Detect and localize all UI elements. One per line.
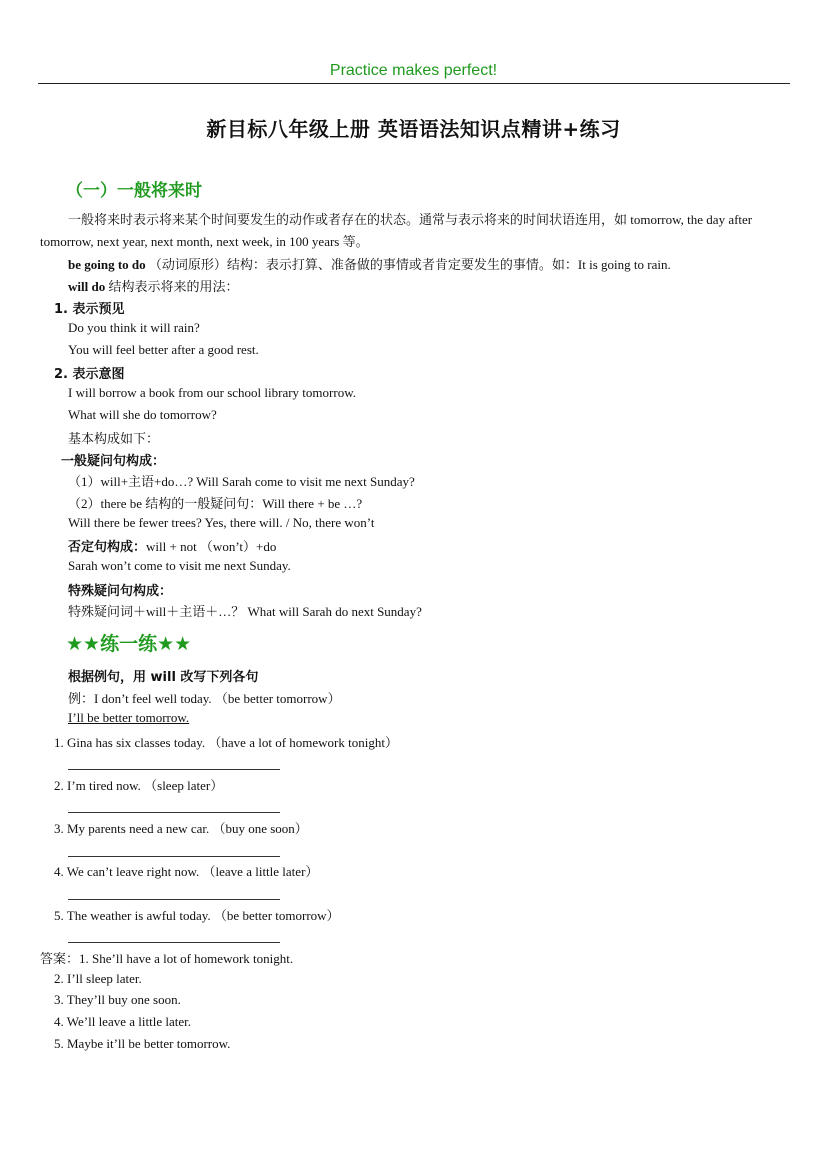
page-header-motto: Practice makes perfect! bbox=[329, 62, 498, 79]
be-going-to-term: be going to do bbox=[68, 257, 146, 272]
answer-blank-1[interactable] bbox=[68, 769, 280, 770]
question-rule-2: （2）there be 结构的一般疑问句：Will there + be …? bbox=[68, 496, 363, 511]
question-formation-label: 一般疑问句构成： bbox=[61, 454, 166, 469]
negative-rule: will + not （won’t）+do bbox=[146, 539, 277, 554]
will-do-line bbox=[68, 276, 238, 295]
practice-instruction: 根据例句，用 will 改写下列各句 bbox=[68, 670, 259, 685]
section-heading-future-tense: （一）一般将来时 bbox=[66, 181, 202, 201]
answer-blank-5[interactable] bbox=[68, 942, 280, 943]
practice-example-answer: I’ll be better tomorrow. bbox=[68, 710, 190, 725]
answer-item-5: 5. Maybe it’ll be better tomorrow. bbox=[54, 1036, 231, 1051]
usage-1-example-1: Do you think it will rain? bbox=[68, 320, 200, 335]
negative-example: Sarah won’t come to visit me next Sunday. bbox=[68, 558, 291, 573]
be-going-to-line bbox=[68, 254, 671, 273]
will-do-desc: 结构表示将来的用法： bbox=[108, 279, 239, 294]
practice-example-prompt: 例：I don’t feel well today. （be better tomorrow） bbox=[68, 691, 341, 706]
exercise-item-4: 4. We can’t leave right now. （leave a little later） bbox=[54, 864, 319, 879]
usage-2-example-1: I will borrow a book from our school library tomorrow. bbox=[68, 385, 356, 400]
exercise-item-5: 5. The weather is awful today. （be better tomorrow） bbox=[54, 908, 340, 923]
exercise-item-2: 2. I’m tired now. （sleep later） bbox=[54, 778, 224, 793]
document-title: 新目标八年级上册 英语语法知识点精讲+练习 bbox=[206, 117, 621, 141]
intro-paragraph: 一般将来时表示将来某个时间要发生的动作或者存在的状态。通常与表示将来的时间状语连用，如 tomorrow, the day after tomorrow, next year, next month, next week, in 100 years 等。 bbox=[40, 212, 753, 249]
answer-line-1 bbox=[40, 948, 293, 967]
special-question-rule: 特殊疑问词＋will＋主语＋…？ What will Sarah do next Sunday? bbox=[68, 604, 422, 619]
negative-line bbox=[68, 536, 276, 555]
answer-item-1: 1. She’ll have a lot of homework tonight. bbox=[79, 951, 294, 966]
answer-item-3: 3. They’ll buy one soon. bbox=[54, 992, 181, 1007]
will-do-term: will do bbox=[68, 279, 106, 294]
question-example: Will there be fewer trees? Yes, there will. / No, there won’t bbox=[68, 515, 375, 530]
usage-2-example-2: What will she do tomorrow? bbox=[68, 407, 217, 422]
answers-label: 答案： bbox=[40, 951, 80, 966]
header-divider bbox=[38, 83, 790, 84]
practice-heading: ★★练一练★★ bbox=[66, 633, 192, 655]
usage-1-example-2: You will feel better after a good rest. bbox=[68, 342, 259, 357]
answer-blank-2[interactable] bbox=[68, 812, 280, 813]
exercise-item-1: 1. Gina has six classes today. （have a lot of homework tonight） bbox=[54, 735, 398, 750]
answer-blank-4[interactable] bbox=[68, 899, 280, 900]
answer-blank-3[interactable] bbox=[68, 856, 280, 857]
basic-structure-label: 基本构成如下： bbox=[68, 431, 160, 446]
answer-item-2: 2. I’ll sleep later. bbox=[54, 971, 142, 986]
negative-label: 否定句构成： bbox=[68, 540, 147, 555]
special-question-label: 特殊疑问句构成： bbox=[68, 584, 173, 599]
be-going-to-desc: （动词原形）结构：表示打算、准备做的事情或者肯定要发生的事情。如：It is going to rain. bbox=[148, 257, 671, 272]
question-rule-1: （1）will+主语+do…? Will Sarah come to visit me next Sunday? bbox=[68, 474, 415, 489]
usage-1-label: 1. 表示预见 bbox=[54, 302, 125, 317]
exercise-item-3: 3. My parents need a new car. （buy one soon） bbox=[54, 821, 308, 836]
answer-item-4: 4. We’ll leave a little later. bbox=[54, 1014, 191, 1029]
usage-2-label: 2. 表示意图 bbox=[54, 367, 125, 382]
